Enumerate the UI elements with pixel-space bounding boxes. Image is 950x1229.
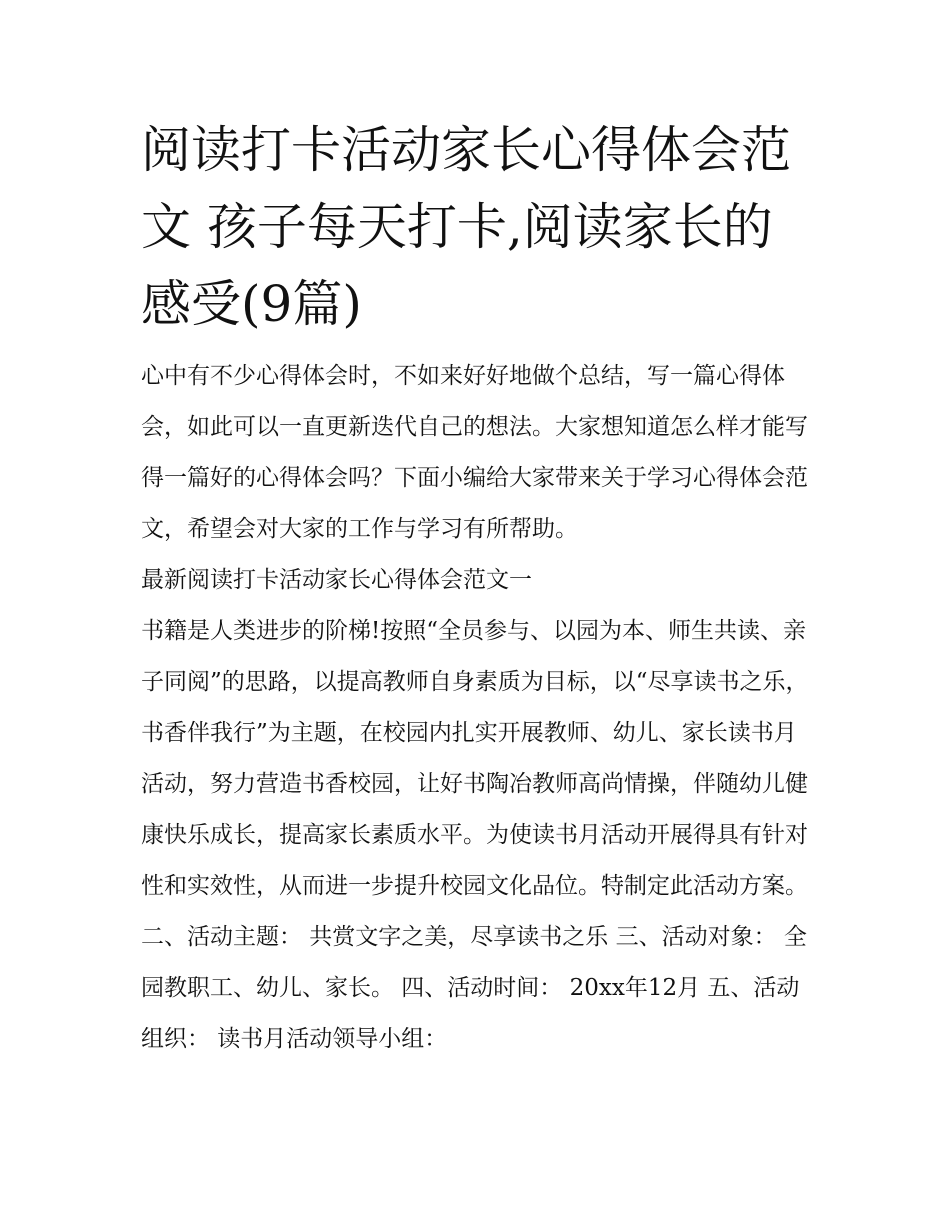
body-paragraph-1: 书籍是人类进步的阶梯!按照“全员参与、以园为本、师生共读、亲子同阅”的思路，以提高教师自身素质为目标，以“尽享读书之乐，书香伴我行”为主题，在校园内扎实开展教师、幼儿、家长读书月活动，努力营造书香校园，让好书陶冶教师高尚情操，伴随幼儿健康快乐成长，提高家长素质水平。为使读书月活动开展得具有针对性和实效性，从而进一步提升校园文化品位。特制定此活动方案。 [141,618,809,899]
intro-paragraph: 心中有不少心得体会时，不如来好好地做个总结，写一篇心得体会，如此可以一直更新迭代自己的想法。大家想知道怎么样才能写得一篇好的心得体会吗？下面小编给大家带来关于学习心得体会范文，希望会对大家的工作与学习有所帮助。 [141,363,808,542]
document-content [141,112,813,1065]
body-paragraph-2: 二、活动主题： 共赏文字之美，尽享读书之乐 三、活动对象： 全园教职工、幼儿、家长。 四、活动时间： 20xx年12月 五、活动组织： 读书月活动领导小组： [141,924,807,1052]
document-body [141,351,813,1065]
section-heading: 最新阅读打卡活动家长心得体会范文一 [141,567,532,593]
document-title: 阅读打卡活动家长心得体会范文 孩子每天打卡,阅读家长的感受(9篇) [141,121,791,333]
